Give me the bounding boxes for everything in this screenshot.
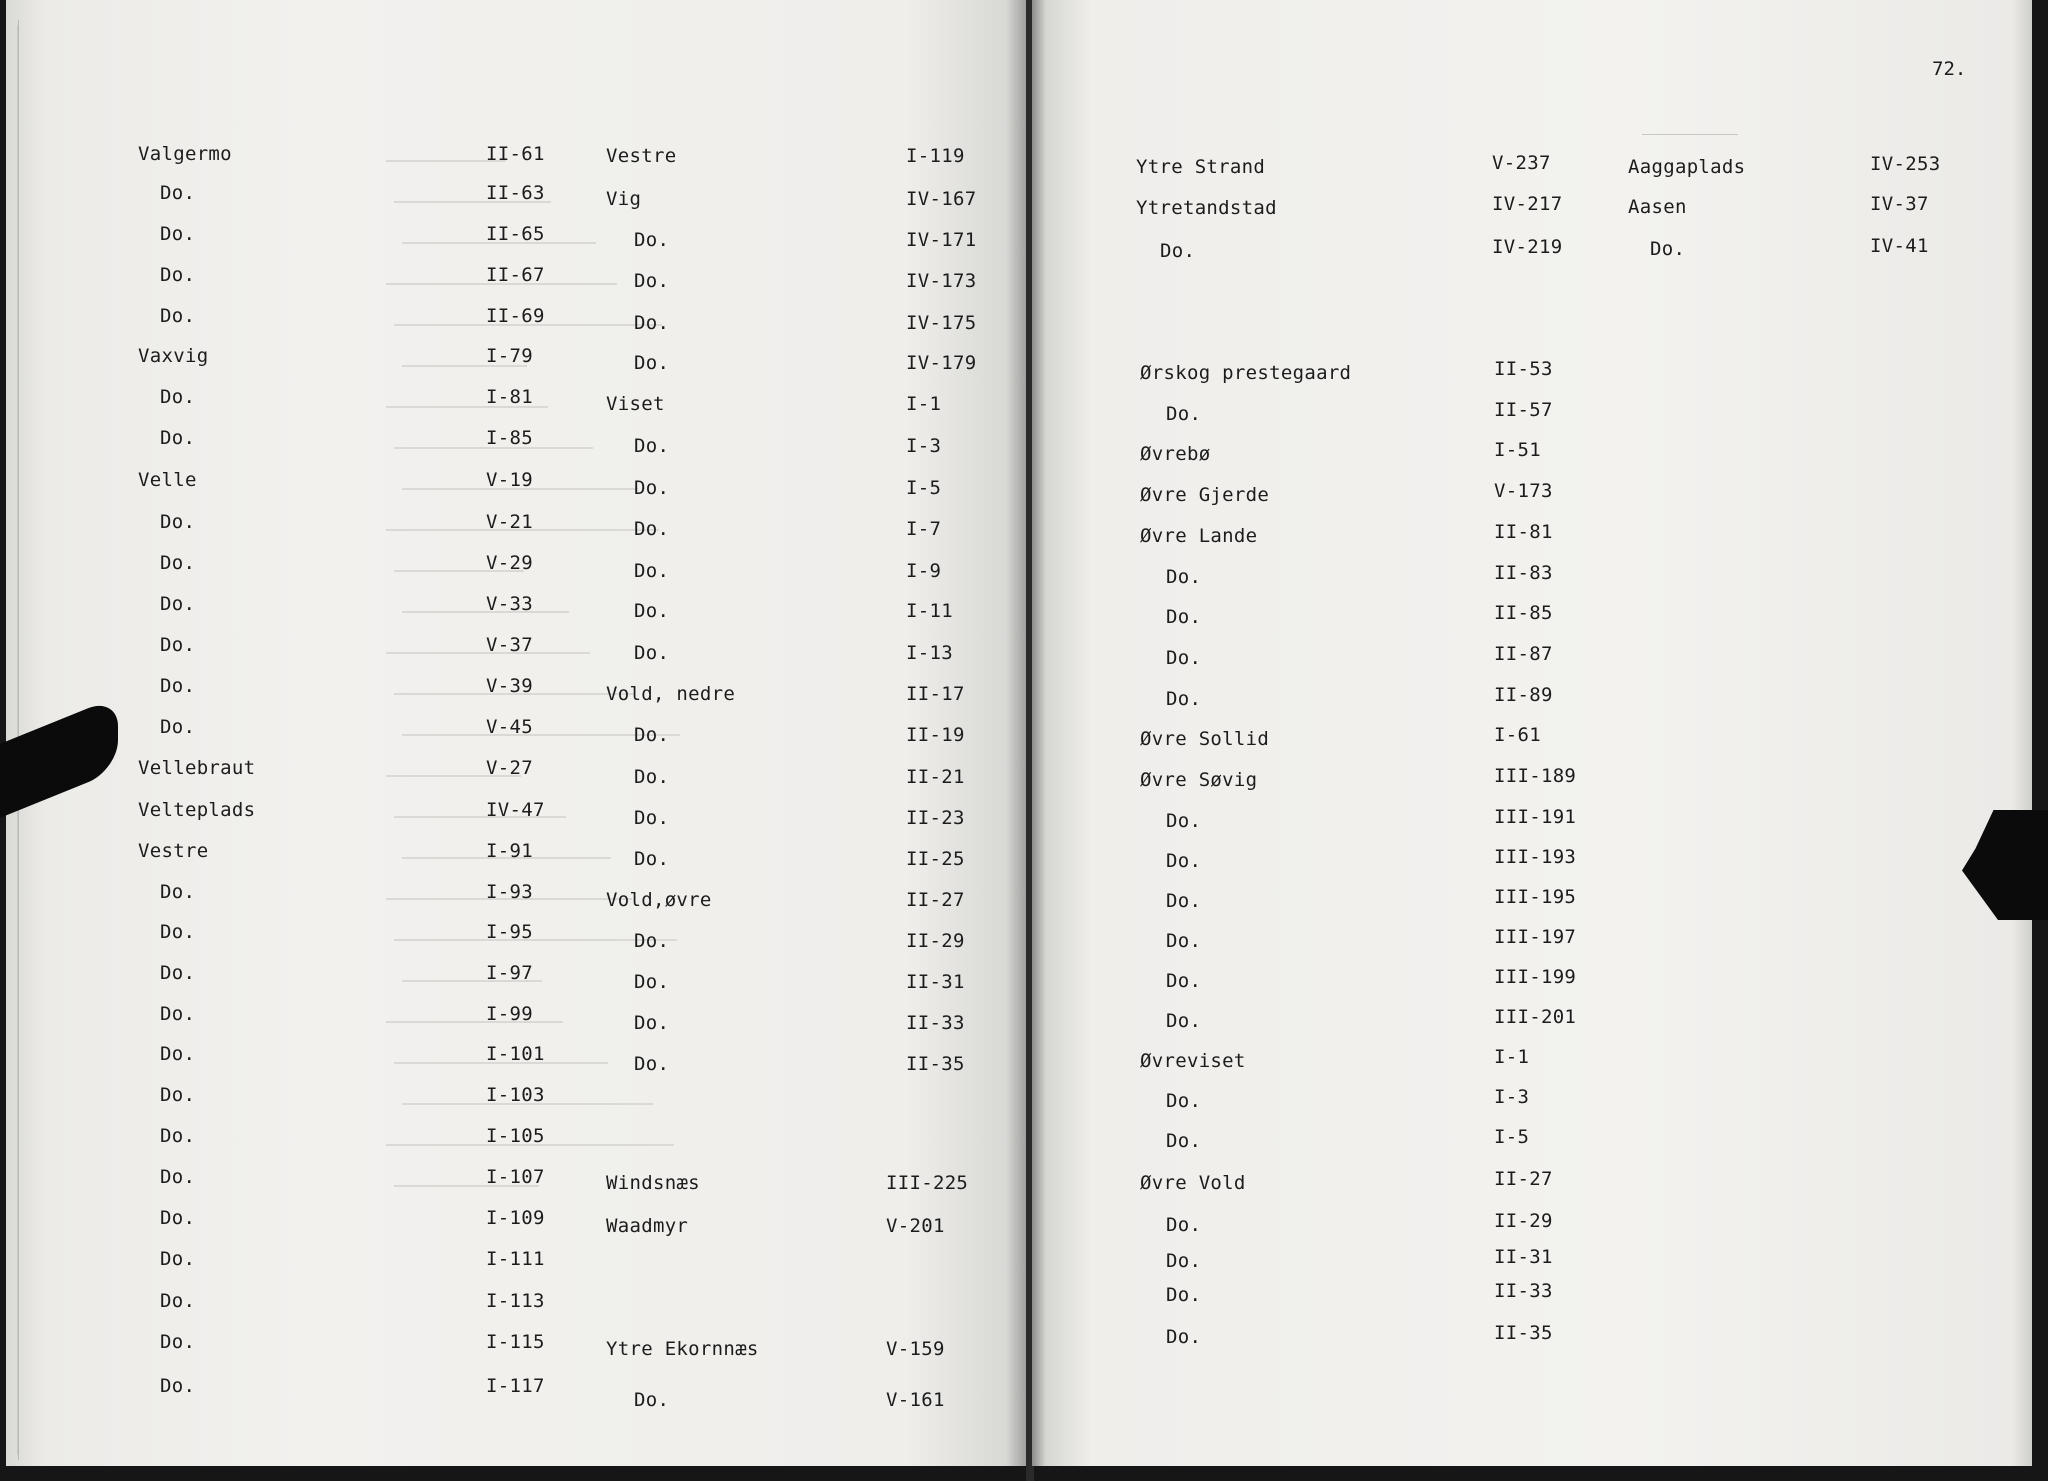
volume-page-ref: II-35	[1494, 1322, 1553, 1344]
volume-page-ref: I-51	[1494, 439, 1541, 461]
place-name: Vig	[606, 188, 642, 210]
ditto-entry: Do.	[160, 427, 196, 449]
place-name: Øvrebø	[1140, 443, 1211, 465]
volume-page-ref: V-33	[486, 593, 533, 615]
volume-page-ref: V-159	[886, 1338, 945, 1360]
ditto-entry: Do.	[160, 1248, 196, 1270]
ditto-entry: Do.	[1166, 403, 1202, 425]
volume-page-ref: II-61	[486, 143, 545, 165]
volume-page-ref: I-113	[486, 1290, 545, 1312]
volume-page-ref: III-191	[1494, 806, 1577, 828]
volume-page-ref: III-189	[1494, 765, 1577, 787]
place-name: Øvre Gjerde	[1140, 484, 1270, 506]
volume-page-ref: III-195	[1494, 886, 1577, 908]
volume-page-ref: II-21	[906, 766, 965, 788]
ditto-entry: Do.	[1166, 1250, 1202, 1272]
volume-page-ref: I-97	[486, 962, 533, 984]
volume-page-ref: I-117	[486, 1375, 545, 1397]
place-name: Ørskog prestegaard	[1140, 362, 1352, 384]
volume-page-ref: II-57	[1494, 399, 1553, 421]
place-name: Vellebraut	[138, 757, 256, 779]
volume-page-ref: II-33	[1494, 1280, 1553, 1302]
place-name: Vaxvig	[138, 345, 209, 367]
volume-page-ref: I-119	[906, 145, 965, 167]
ditto-entry: Do.	[160, 593, 196, 615]
volume-page-ref: IV-173	[906, 270, 977, 292]
volume-page-ref: I-1	[1494, 1046, 1530, 1068]
volume-page-ref: I-9	[906, 560, 942, 582]
volume-page-ref: I-7	[906, 518, 942, 540]
volume-page-ref: II-29	[1494, 1210, 1553, 1232]
ditto-entry: Do.	[634, 724, 670, 746]
volume-page-ref: I-81	[486, 386, 533, 408]
ditto-entry: Do.	[1166, 1130, 1202, 1152]
volume-page-ref: V-161	[886, 1389, 945, 1411]
ditto-entry: Do.	[160, 305, 196, 327]
place-name: Øvre Søvig	[1140, 769, 1258, 791]
volume-page-ref: II-19	[906, 724, 965, 746]
volume-page-ref: II-67	[486, 264, 545, 286]
volume-page-ref: I-61	[1494, 724, 1541, 746]
left-page	[6, 0, 1028, 1466]
place-name: Aasen	[1628, 196, 1687, 218]
place-name: Øvre Vold	[1140, 1172, 1246, 1194]
volume-page-ref: I-85	[486, 427, 533, 449]
ditto-entry: Do.	[634, 971, 670, 993]
volume-page-ref: II-85	[1494, 602, 1553, 624]
volume-page-ref: I-103	[486, 1084, 545, 1106]
faint-rule	[1642, 134, 1738, 135]
volume-page-ref: V-201	[886, 1215, 945, 1237]
place-name: Windsnæs	[606, 1172, 700, 1194]
volume-page-ref: IV-167	[906, 188, 977, 210]
volume-page-ref: V-45	[486, 716, 533, 738]
place-name: Vestre	[606, 145, 677, 167]
volume-page-ref: II-17	[906, 683, 965, 705]
volume-page-ref: II-87	[1494, 643, 1553, 665]
volume-page-ref: I-3	[1494, 1086, 1530, 1108]
ditto-entry: Do.	[160, 962, 196, 984]
place-name: Velteplads	[138, 799, 256, 821]
ditto-entry: Do.	[634, 642, 670, 664]
ditto-entry: Do.	[634, 807, 670, 829]
bleed-through-mark	[386, 1021, 563, 1023]
place-name: Ytre Ekornnæs	[606, 1338, 759, 1360]
volume-page-ref: I-5	[1494, 1126, 1530, 1148]
ditto-entry: Do.	[160, 1003, 196, 1025]
ditto-entry: Do.	[1166, 1090, 1202, 1112]
ditto-entry: Do.	[634, 1053, 670, 1075]
ditto-entry: Do.	[634, 560, 670, 582]
volume-page-ref: I-111	[486, 1248, 545, 1270]
ditto-entry: Do.	[1166, 930, 1202, 952]
ditto-entry: Do.	[634, 312, 670, 334]
volume-page-ref: I-11	[906, 600, 953, 622]
volume-page-ref: I-109	[486, 1207, 545, 1229]
ditto-entry: Do.	[160, 921, 196, 943]
place-name: Øvre Lande	[1140, 525, 1258, 547]
volume-page-ref: IV-253	[1870, 153, 1941, 175]
volume-page-ref: I-95	[486, 921, 533, 943]
page-number: 72.	[1932, 58, 1967, 80]
place-name: Valgermo	[138, 143, 232, 165]
ditto-entry: Do.	[1650, 238, 1686, 260]
ditto-entry: Do.	[160, 182, 196, 204]
volume-page-ref: III-193	[1494, 846, 1577, 868]
volume-page-ref: II-27	[906, 889, 965, 911]
volume-page-ref: II-31	[1494, 1246, 1553, 1268]
volume-page-ref: II-25	[906, 848, 965, 870]
volume-page-ref: V-19	[486, 469, 533, 491]
volume-page-ref: I-79	[486, 345, 533, 367]
place-name: Vestre	[138, 840, 209, 862]
place-name: Velle	[138, 469, 197, 491]
ditto-entry: Do.	[1166, 1214, 1202, 1236]
volume-page-ref: III-199	[1494, 966, 1577, 988]
ditto-entry: Do.	[634, 229, 670, 251]
volume-page-ref: II-33	[906, 1012, 965, 1034]
volume-page-ref: V-173	[1494, 480, 1553, 502]
volume-page-ref: I-91	[486, 840, 533, 862]
place-name: Viset	[606, 393, 665, 415]
volume-page-ref: II-35	[906, 1053, 965, 1075]
ditto-entry: Do.	[160, 1084, 196, 1106]
ditto-entry: Do.	[634, 352, 670, 374]
volume-page-ref: IV-47	[486, 799, 545, 821]
place-name: Vold, nedre	[606, 683, 736, 705]
volume-page-ref: V-27	[486, 757, 533, 779]
ditto-entry: Do.	[160, 552, 196, 574]
volume-page-ref: V-39	[486, 675, 533, 697]
volume-page-ref: II-53	[1494, 358, 1553, 380]
ditto-entry: Do.	[160, 634, 196, 656]
ditto-entry: Do.	[634, 930, 670, 952]
ditto-entry: Do.	[160, 675, 196, 697]
ditto-entry: Do.	[160, 881, 196, 903]
volume-page-ref: III-197	[1494, 926, 1577, 948]
volume-page-ref: I-93	[486, 881, 533, 903]
ditto-entry: Do.	[634, 1389, 670, 1411]
place-name: Ytre Strand	[1136, 156, 1266, 178]
volume-page-ref: III-201	[1494, 1006, 1577, 1028]
ditto-entry: Do.	[634, 435, 670, 457]
volume-page-ref: IV-175	[906, 312, 977, 334]
volume-page-ref: V-237	[1492, 152, 1551, 174]
volume-page-ref: IV-37	[1870, 193, 1929, 215]
ditto-entry: Do.	[1166, 606, 1202, 628]
volume-page-ref: II-23	[906, 807, 965, 829]
volume-page-ref: II-29	[906, 930, 965, 952]
ditto-entry: Do.	[1166, 688, 1202, 710]
volume-page-ref: IV-219	[1492, 236, 1563, 258]
volume-page-ref: II-89	[1494, 684, 1553, 706]
volume-page-ref: II-69	[486, 305, 545, 327]
ditto-entry: Do.	[1166, 850, 1202, 872]
volume-page-ref: I-1	[906, 393, 942, 415]
volume-page-ref: V-21	[486, 511, 533, 533]
volume-page-ref: I-5	[906, 477, 942, 499]
ditto-entry: Do.	[1166, 1284, 1202, 1306]
ditto-entry: Do.	[634, 518, 670, 540]
volume-page-ref: IV-217	[1492, 193, 1563, 215]
place-name: Aaggaplads	[1628, 156, 1746, 178]
ditto-entry: Do.	[160, 1207, 196, 1229]
ditto-entry: Do.	[1166, 970, 1202, 992]
ditto-entry: Do.	[1166, 810, 1202, 832]
ditto-entry: Do.	[1166, 566, 1202, 588]
ditto-entry: Do.	[634, 477, 670, 499]
ditto-entry: Do.	[634, 766, 670, 788]
ditto-entry: Do.	[160, 1375, 196, 1397]
volume-page-ref: I-107	[486, 1166, 545, 1188]
ditto-entry: Do.	[1166, 1326, 1202, 1348]
ditto-entry: Do.	[160, 223, 196, 245]
ditto-entry: Do.	[160, 1166, 196, 1188]
volume-page-ref: I-101	[486, 1043, 545, 1065]
right-page	[1032, 0, 2032, 1466]
volume-page-ref: II-81	[1494, 521, 1553, 543]
volume-page-ref: V-37	[486, 634, 533, 656]
volume-page-ref: II-65	[486, 223, 545, 245]
ditto-entry: Do.	[160, 511, 196, 533]
ditto-entry: Do.	[634, 600, 670, 622]
volume-page-ref: I-105	[486, 1125, 545, 1147]
ditto-entry: Do.	[1166, 890, 1202, 912]
volume-page-ref: I-99	[486, 1003, 533, 1025]
volume-page-ref: II-31	[906, 971, 965, 993]
ditto-entry: Do.	[160, 716, 196, 738]
place-name: Øvreviset	[1140, 1050, 1246, 1072]
ditto-entry: Do.	[1166, 647, 1202, 669]
volume-page-ref: I-3	[906, 435, 942, 457]
volume-page-ref: II-83	[1494, 562, 1553, 584]
place-name: Waadmyr	[606, 1215, 689, 1237]
place-name: Ytretandstad	[1136, 197, 1277, 219]
volume-page-ref: II-63	[486, 182, 545, 204]
ditto-entry: Do.	[160, 1290, 196, 1312]
ditto-entry: Do.	[160, 264, 196, 286]
volume-page-ref: I-115	[486, 1331, 545, 1353]
volume-page-ref: IV-41	[1870, 235, 1929, 257]
volume-page-ref: III-225	[886, 1172, 969, 1194]
volume-page-ref: V-29	[486, 552, 533, 574]
ditto-entry: Do.	[160, 1331, 196, 1353]
ditto-entry: Do.	[634, 270, 670, 292]
volume-page-ref: II-27	[1494, 1168, 1553, 1190]
ditto-entry: Do.	[160, 386, 196, 408]
place-name: Vold,øvre	[606, 889, 712, 911]
ditto-entry: Do.	[1160, 240, 1196, 262]
place-name: Øvre Sollid	[1140, 728, 1270, 750]
ditto-entry: Do.	[634, 1012, 670, 1034]
volume-page-ref: IV-171	[906, 229, 977, 251]
volume-page-ref: IV-179	[906, 352, 977, 374]
ditto-entry: Do.	[160, 1125, 196, 1147]
ditto-entry: Do.	[160, 1043, 196, 1065]
ditto-entry: Do.	[1166, 1010, 1202, 1032]
volume-page-ref: I-13	[906, 642, 953, 664]
ditto-entry: Do.	[634, 848, 670, 870]
